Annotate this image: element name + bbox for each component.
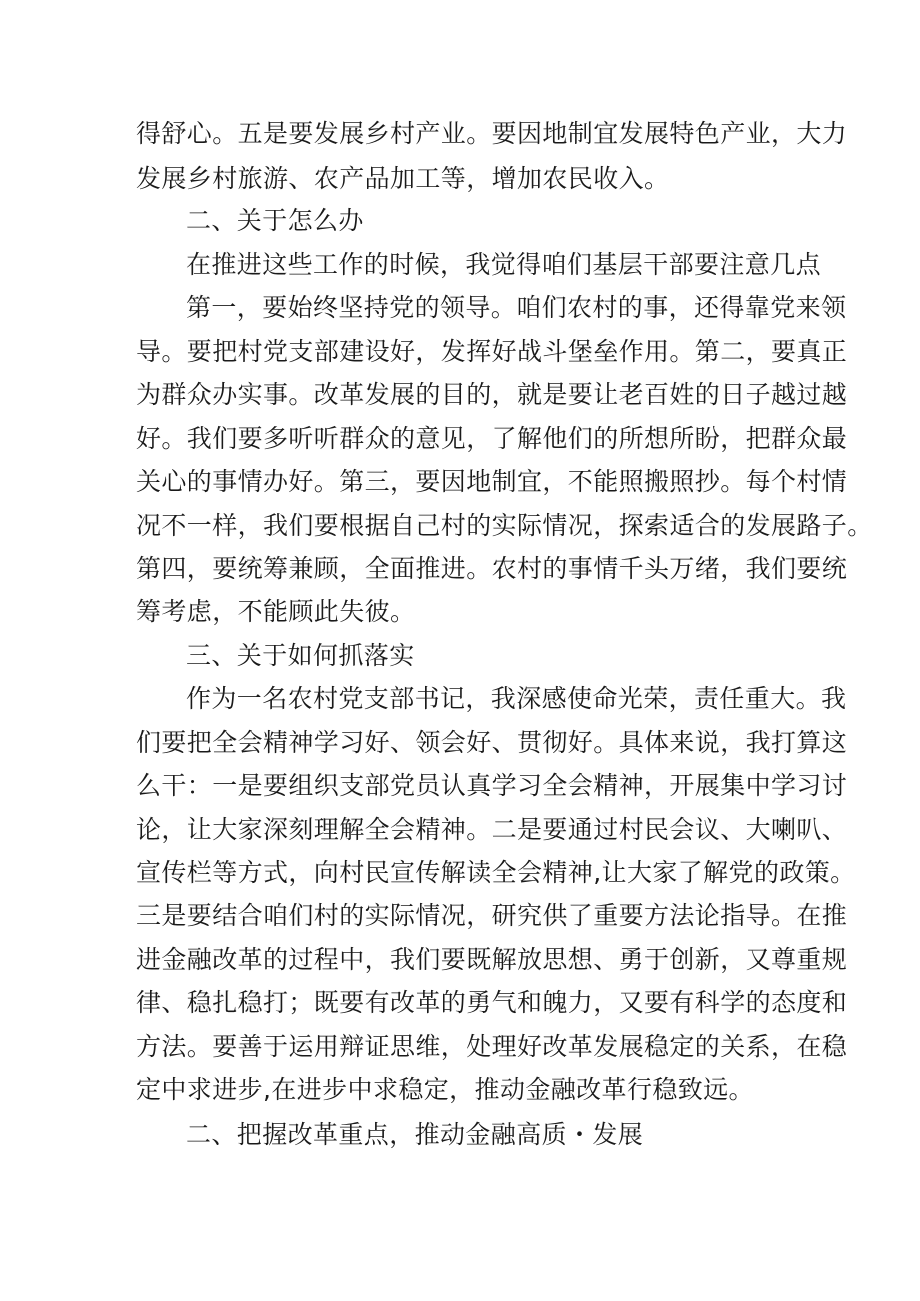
section-heading: 三、关于如何抓落实: [186, 641, 415, 670]
text-line: 导。要把村党支部建设好，发挥好战斗堡垒作用。第二，要真正: [136, 337, 848, 366]
text-line: 们要把全会精神学习好、领会好、贯彻好。具体来说，我打算这: [136, 728, 848, 757]
text-line: 发展乡村旅游、农产品加工等，增加农民收入。: [136, 164, 670, 193]
text-line: 三是要结合咱们村的实际情况，研究供了重要方法论指导。在推: [136, 901, 848, 930]
text-line: 筹考虑，不能顾此失彼。: [136, 597, 416, 626]
text-line: 好。我们要多听听群众的意见，了解他们的所想所盼，把群众最: [136, 424, 848, 453]
text-line: 么干：一是要组织支部党员认真学习全会精神，开展集中学习讨: [136, 771, 848, 800]
text-line: 定中求进步,在进步中求稳定，推动金融改革行稳致远。: [136, 1075, 754, 1104]
text-line: 律、稳扎稳打；既要有改革的勇气和魄力，又要有科学的态度和: [136, 988, 848, 1017]
text-line: 为群众办实事。改革发展的目的，就是要让老百姓的日子越过越: [136, 380, 848, 409]
section-heading: 二、关于怎么办: [186, 206, 364, 235]
text-line: 得舒心。五是要发展乡村产业。要因地制宜发展特色产业，大力: [136, 119, 848, 148]
text-line: 方法。要善于运用辩证思维，处理好改革发展稳定的关系，在稳: [136, 1032, 848, 1061]
text-line: 进金融改革的过程中，我们要既解放思想、勇于创新，又尊重规: [136, 945, 848, 974]
text-line: 在推进这些工作的时候，我觉得咱们基层干部要注意几点: [186, 250, 822, 279]
text-line: 第四，要统筹兼顾，全面推进。农村的事情千头万绪，我们要统: [136, 554, 848, 583]
text-line: 况不一样，我们要根据自己村的实际情况，探索适合的发展路子。: [136, 511, 873, 540]
text-line: 第一，要始终坚持党的领导。咱们农村的事，还得靠党来领: [186, 293, 847, 322]
text-line: 宣传栏等方式，向村民宣传解读全会精神,让大家了解党的政策。: [136, 858, 856, 887]
text-line: 关心的事情办好。第三，要因地制宜，不能照搬照抄。每个村情: [136, 467, 848, 496]
section-heading: 二、把握改革重点，推动金融高质・发展: [186, 1120, 644, 1149]
text-line: 作为一名农村党支部书记，我深感使命光荣，责任重大。我: [186, 684, 847, 713]
text-line: 论，让大家深刻理解全会精神。二是要通过村民会议、大喇叭、: [136, 815, 848, 844]
